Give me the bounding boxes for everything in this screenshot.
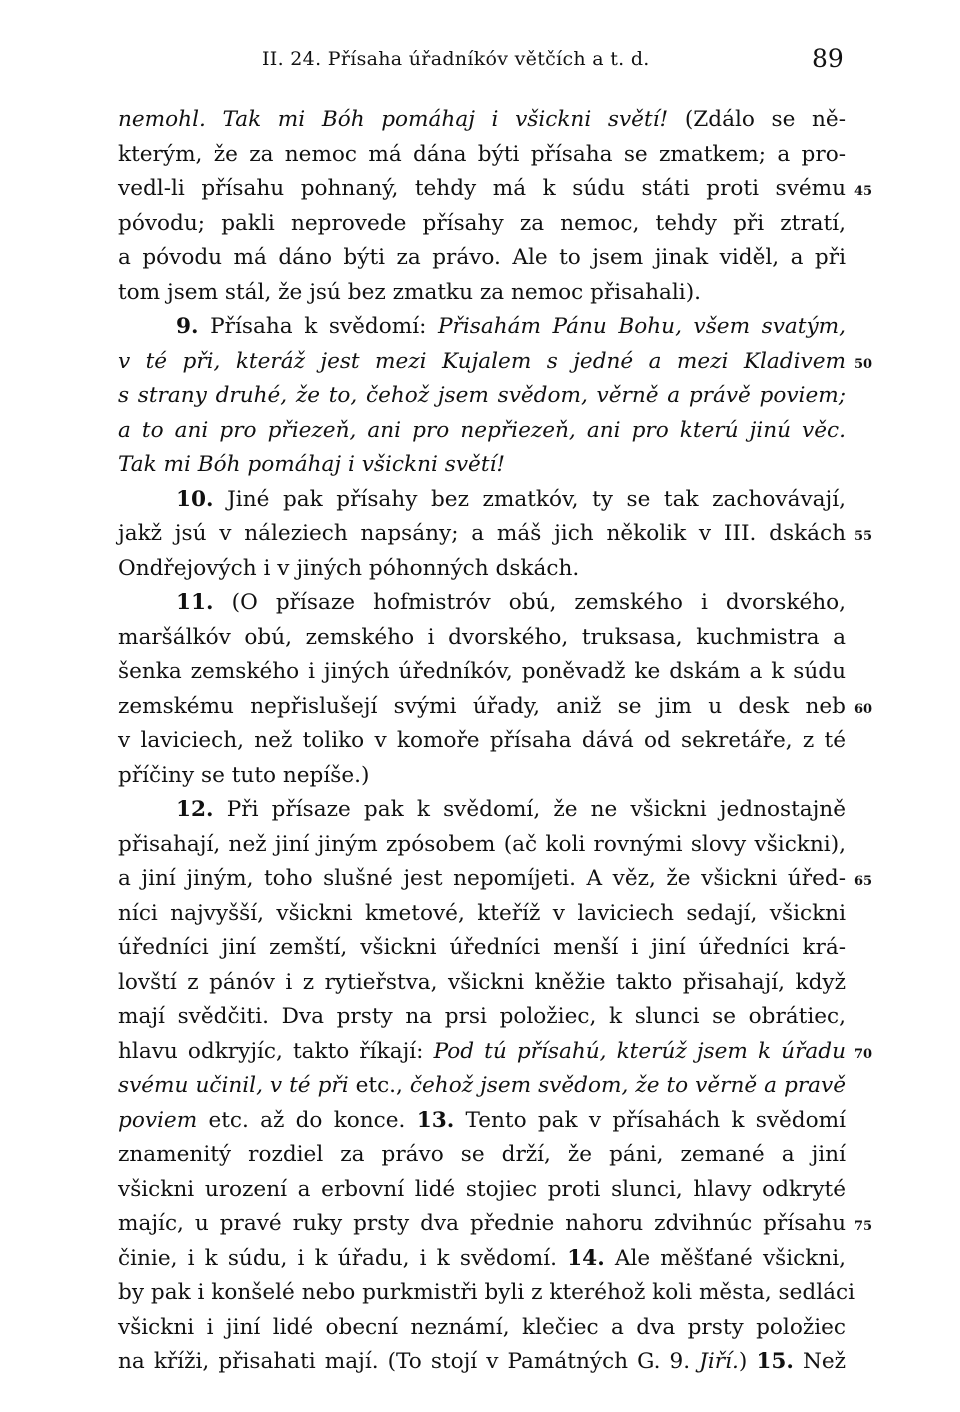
text-segment: (Zdálo se ně- <box>668 107 846 132</box>
text-segment: majíc, u pravé ruky prsty dva přednie nahoru zdvihnúc přísahu <box>118 1211 846 1236</box>
text-segment: Než <box>793 1349 846 1374</box>
page-number: 89 <box>812 44 844 73</box>
oath-formula-text: v té při, kteráž jest mezi Kujalem s jedné a mezi Kladivem <box>118 348 846 374</box>
text-line <box>118 1276 856 1311</box>
text-line <box>118 552 846 587</box>
text-segment: ) <box>738 1349 757 1374</box>
text-segment: Při přísaze pak k svědomí, že ne všickni jednostajně <box>213 797 846 822</box>
text-segment: příčiny se tuto nepíše.) <box>118 762 370 788</box>
oath-formula-text: Tak mi Bóh pomáhaj i všickni světí! <box>222 107 669 132</box>
oath-formula-text: Jiří. <box>699 1349 739 1374</box>
oath-formula-text: a to ani pro přiezeň, ani pro nepřiezeň, ani pro kterú jinú věc. <box>118 417 846 443</box>
text-segment: a póvodu má dáno býti za právo. Ale to jsem jinak viděl, a při <box>118 245 846 270</box>
oath-formula-text: svému učinil, v té při <box>118 1073 349 1098</box>
text-segment: Přísaha k svědomí: <box>198 314 438 339</box>
section-number: 15. <box>756 1349 794 1374</box>
text-line <box>118 1345 846 1380</box>
text-line <box>118 207 846 242</box>
text-segment: Jiné pak přísahy bez zmatkóv, ty se tak zachovávají, <box>213 486 846 512</box>
body-text <box>118 103 873 1380</box>
text-segment: Ondřejových i v jiných póhonných dskách. <box>118 555 580 581</box>
text-segment: mají svědčiti. Dva prsty na prsi položiec, k slunci se obrátiec, <box>118 1004 846 1029</box>
text-line <box>118 897 846 932</box>
text-segment: všickni urození a erbovní lidé stojiec proti slunci, hlavy odkryté <box>118 1176 846 1202</box>
text-segment: zemskému nepřislušejí svými úřady, aniž se jim u desk neb <box>118 693 846 719</box>
text-segment: póvodu; pakli neprovede přísahy za nemoc, tehdy při ztratí, <box>118 210 846 236</box>
text-segment: a jiní jiným, toho slušné jest nepomíjeti. A věz, že všickni úřed- <box>118 866 846 891</box>
oath-formula-text: Tak mi Bóh pomáhaj i všickni světí! <box>118 452 506 477</box>
text-line <box>118 1311 846 1346</box>
text-segment: úředníci jiní zemští, všickni úředníci menší i jiní úředníci krá- <box>118 935 846 960</box>
text-line <box>118 379 846 414</box>
line-number-marker: 70 <box>854 1046 873 1062</box>
text-line <box>118 103 846 138</box>
text-line <box>118 793 846 828</box>
oath-formula-text: poviem <box>118 1107 198 1133</box>
text-segment: znamenitý rozdiel za právo se drží, že páni, zemané a jiní <box>118 1142 846 1167</box>
text-line <box>118 828 846 863</box>
text-segment: přisahají, než jiní jiným zpósobem (ač koli rovnými slovy všickni), <box>118 831 846 857</box>
section-number: 14. <box>567 1245 605 1271</box>
text-segment: v laviciech, než toliko v komoře přísaha dává od sekretáře, z té <box>118 728 846 753</box>
line-number-marker: 65 <box>854 874 873 889</box>
oath-formula-text: Pod tú přísahú, kterúž jsem k úřadu <box>433 1038 846 1064</box>
section-number: 12. <box>176 797 214 822</box>
text-segment: níci najvyšší, všickni kmetové, kteříž v laviciech sedají, všickni <box>118 900 846 926</box>
text-segment: všickni i jiní lidé obecní neznámí, klečiec a dva prsty položiec <box>118 1314 846 1340</box>
text-line <box>118 1207 873 1242</box>
text-line <box>118 1035 873 1070</box>
text-line <box>118 310 846 345</box>
text-segment: by pak i konšelé nebo purkmistři byli z kteréhož koli města, sedláci <box>118 1280 856 1305</box>
text-line <box>118 414 846 449</box>
text-line <box>118 931 846 966</box>
text-line <box>118 586 846 621</box>
text-segment: hlavu odkryjíc, takto říkají: <box>118 1038 434 1064</box>
text-line <box>118 724 846 759</box>
running-head: II. 24. Přísaha úřadníkóv větčích a t. d. <box>262 48 650 70</box>
line-number-marker: 50 <box>854 356 873 372</box>
line-number-marker: 55 <box>854 529 873 544</box>
oath-formula-text: čehož jsem svědom, že to věrně a pravě <box>409 1073 847 1098</box>
oath-formula-text: s strany druhé, že to, čehož jsem svědom, věrně a právě poviem; <box>118 383 846 408</box>
text-line <box>118 172 873 207</box>
line-number-marker: 75 <box>854 1219 873 1234</box>
text-line <box>118 241 846 276</box>
text-line <box>118 1242 846 1277</box>
text-line <box>118 690 873 725</box>
text-segment: jakž jsú v náleziech napsány; a máš jich několik v III. dskách <box>118 521 846 546</box>
text-line <box>118 1069 846 1104</box>
text-segment: vedl-li přísahu pohnaný, tehdy má k súdu státi proti svému <box>118 176 846 201</box>
text-segment: etc. až do konce. <box>197 1107 417 1133</box>
text-segment: etc., <box>348 1073 410 1098</box>
oath-formula-text: Přisahám Pánu Bohu, všem svatým, <box>438 314 846 339</box>
text-line <box>118 1104 846 1139</box>
section-number: 11. <box>176 590 214 615</box>
text-segment: lovští z pánóv i z rytieřstva, všickni kněžie takto přisahají, když <box>118 969 846 995</box>
text-segment: Tento pak v přísahách k svědomí <box>454 1107 846 1133</box>
text-segment: na kříži, přisahati mají. (To stojí v Památných G. 9. <box>118 1349 700 1374</box>
text-line <box>118 345 873 380</box>
text-line <box>118 759 846 794</box>
text-line <box>118 1138 846 1173</box>
line-number-marker: 60 <box>854 701 873 717</box>
text-segment: Ale měšťané všickni, <box>604 1245 847 1271</box>
text-line <box>118 862 873 897</box>
text-segment: maršálkóv obú, zemského i dvorského, truksasa, kuchmistra a <box>118 624 846 650</box>
text-line <box>118 138 846 173</box>
text-line <box>118 1173 846 1208</box>
text-line <box>118 276 846 311</box>
text-line <box>118 621 846 656</box>
line-number-marker: 45 <box>854 184 873 199</box>
text-segment: šenka zemského i jiných úředníkóv, poněvadž ke dskám a k súdu <box>118 659 846 684</box>
text-line <box>118 1000 846 1035</box>
text-line <box>118 966 846 1001</box>
text-line <box>118 517 873 552</box>
section-number: 13. <box>416 1107 455 1133</box>
text-segment: tom jsem stál, že jsú bez zmatku za nemoc přisahali). <box>118 279 701 305</box>
oath-formula-text: nemohl. <box>118 107 223 132</box>
text-segment: (O přísaze hofmistróv obú, zemského i dvorského, <box>213 590 846 615</box>
text-segment: činie, i k súdu, i k úřadu, i k svědomí. <box>118 1245 568 1271</box>
section-number: 9. <box>176 314 199 339</box>
text-line <box>118 483 846 518</box>
section-number: 10. <box>176 486 214 512</box>
text-line <box>118 448 846 483</box>
page-header <box>0 44 960 80</box>
text-segment: kterým, že za nemoc má dána býti přísaha se zmatkem; a pro- <box>118 141 846 167</box>
text-line <box>118 655 846 690</box>
